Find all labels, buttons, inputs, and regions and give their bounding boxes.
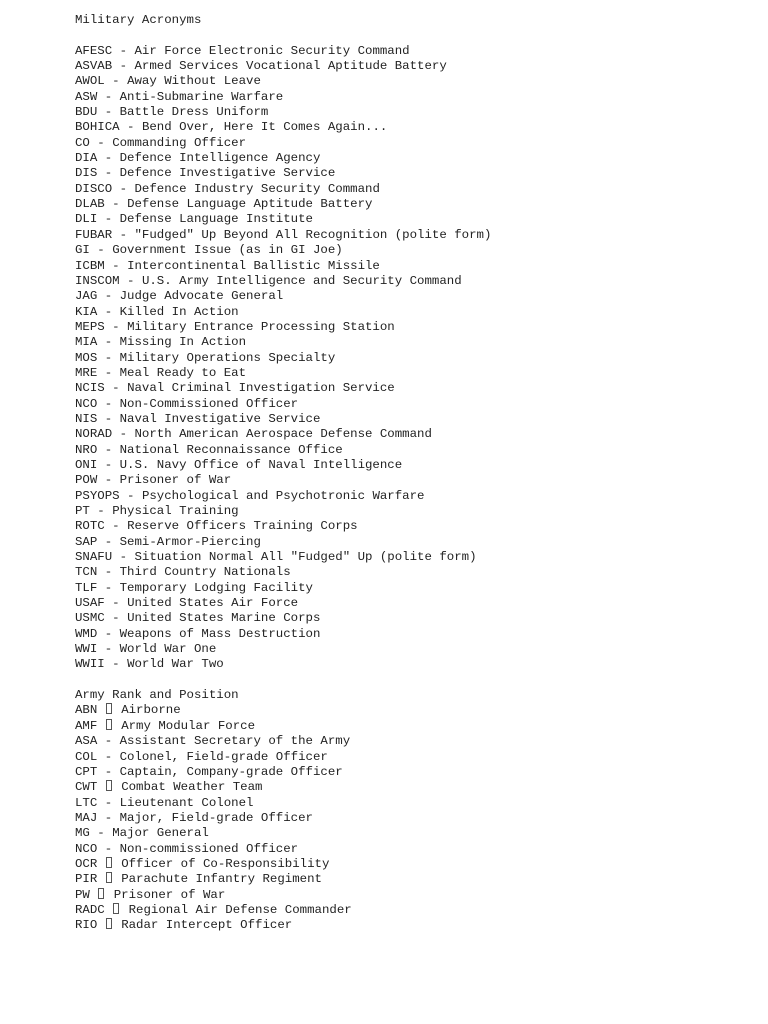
acronym-abbr: AWOL xyxy=(75,74,105,89)
acronym-definition: Naval Investigative Service xyxy=(119,411,321,426)
acronym-definition: World War One xyxy=(119,642,217,657)
list-item xyxy=(75,212,755,227)
acronym-separator: - xyxy=(97,749,120,764)
list-item xyxy=(75,489,755,504)
acronym-separator: - xyxy=(104,657,128,672)
list-item xyxy=(75,259,755,274)
list-item xyxy=(75,796,755,811)
acronym-abbr: SAP xyxy=(75,534,98,549)
acronym-definition: Officer of Co-Responsibility xyxy=(121,856,330,871)
acronym-separator: - xyxy=(97,350,120,365)
acronym-abbr: PIR xyxy=(75,872,98,887)
acronym-definition: Colonel, Field-grade Officer xyxy=(119,749,328,764)
list-item xyxy=(75,397,755,412)
acronym-separator: - xyxy=(89,504,113,518)
acronym-abbr: INSCOM xyxy=(75,273,120,288)
acronym-definition: Regional Air Defense Commander xyxy=(128,902,352,917)
acronym-definition: Psychological and Psychotronic Warfare xyxy=(141,488,425,503)
list-item xyxy=(75,872,755,887)
acronym-separator: - xyxy=(97,580,120,595)
acronym-abbr: DLAB xyxy=(75,197,105,212)
missing-glyph-icon xyxy=(106,719,112,730)
rank-list xyxy=(75,703,755,933)
acronym-abbr: MAJ xyxy=(75,810,98,825)
spacer xyxy=(75,673,755,688)
list-item xyxy=(75,734,755,749)
list-item xyxy=(75,182,755,197)
list-item xyxy=(75,565,755,580)
list-item xyxy=(75,504,755,519)
missing-glyph-icon xyxy=(113,903,119,914)
acronym-abbr: CWT xyxy=(75,780,98,795)
missing-glyph-icon xyxy=(106,780,112,791)
acronym-definition: Radar Intercept Officer xyxy=(121,918,293,933)
list-item xyxy=(75,657,755,672)
acronym-definition: Away Without Leave xyxy=(127,74,261,89)
list-item xyxy=(75,811,755,826)
acronym-definition: Major, Field-grade Officer xyxy=(119,810,313,825)
acronym-abbr: NORAD xyxy=(75,427,113,442)
list-item xyxy=(75,458,755,473)
acronym-definition: Commanding Officer xyxy=(112,135,247,150)
acronym-abbr: OCR xyxy=(75,856,98,871)
missing-glyph-icon xyxy=(106,857,112,868)
list-item xyxy=(75,750,755,765)
list-item xyxy=(75,120,755,135)
acronym-definition: Weapons of Mass Destruction xyxy=(119,626,321,641)
acronym-separator: - xyxy=(97,534,120,549)
list-item xyxy=(75,274,755,289)
acronym-abbr: DISCO xyxy=(75,181,113,196)
list-item xyxy=(75,780,755,795)
list-item xyxy=(75,151,755,166)
acronym-separator: - xyxy=(112,427,135,442)
acronym-separator: - xyxy=(97,473,120,488)
list-item xyxy=(75,427,755,442)
acronym-definition: U.S. Navy Office of Naval Intelligence xyxy=(119,457,403,472)
list-item xyxy=(75,703,755,718)
acronym-definition: "Fudged" Up Beyond All Recognition (polite form) xyxy=(134,227,492,242)
acronym-separator: - xyxy=(112,550,135,565)
acronym-definition: Defence Investigative Service xyxy=(119,166,336,181)
list-item xyxy=(75,320,755,335)
acronym-definition: Defence Intelligence Agency xyxy=(119,151,321,166)
acronym-definition: National Reconnaissance Office xyxy=(119,442,343,457)
acronym-definition: Meal Ready to Eat xyxy=(119,365,247,380)
acronym-definition: Army Modular Force xyxy=(121,718,256,733)
acronym-abbr: MEPS xyxy=(75,319,105,334)
acronym-abbr: GI xyxy=(75,243,90,258)
list-item xyxy=(75,903,755,918)
acronym-definition: Naval Criminal Investigation Service xyxy=(127,381,395,396)
acronym-separator: - xyxy=(97,396,120,411)
acronym-definition: Air Force Electronic Security Command xyxy=(134,43,410,58)
acronym-separator: - xyxy=(97,89,120,104)
acronym-abbr: PSYOPS xyxy=(75,488,120,503)
acronym-separator: - xyxy=(119,273,142,288)
list-item xyxy=(75,351,755,366)
acronym-definition: Prisoner of War xyxy=(119,473,232,488)
acronym-separator: - xyxy=(97,335,120,350)
acronym-separator: - xyxy=(97,565,120,580)
list-item xyxy=(75,611,755,626)
acronym-definition: Intercontinental Ballistic Missile xyxy=(127,258,380,273)
acronym-separator: - xyxy=(112,227,135,242)
acronym-abbr: USAF xyxy=(75,596,105,611)
acronym-abbr: DIA xyxy=(75,151,98,166)
acronym-definition: Third Country Nationals xyxy=(119,565,291,580)
acronym-abbr: WWI xyxy=(75,642,98,657)
acronym-abbr: LTC xyxy=(75,795,98,810)
acronym-separator: - xyxy=(97,795,120,810)
acronym-definition: Combat Weather Team xyxy=(121,780,263,795)
acronym-separator: - xyxy=(104,197,128,212)
acronym-definition: Defense Language Institute xyxy=(119,212,313,227)
acronym-abbr: NRO xyxy=(75,442,98,457)
acronym-separator: - xyxy=(104,611,128,626)
acronym-definition: Defence Industry Security Command xyxy=(134,181,380,196)
list-item xyxy=(75,596,755,611)
list-item xyxy=(75,136,755,151)
acronym-separator: - xyxy=(97,642,120,657)
acronym-separator: - xyxy=(97,626,120,641)
acronym-definition: U.S. Army Intelligence and Security Command xyxy=(141,273,462,288)
list-item xyxy=(75,642,755,657)
list-item xyxy=(75,473,755,488)
acronym-definition: Parachute Infantry Regiment xyxy=(121,872,322,887)
acronym-definition: Defense Language Aptitude Battery xyxy=(127,197,373,212)
acronym-abbr: MRE xyxy=(75,365,98,380)
acronym-abbr: MOS xyxy=(75,350,98,365)
acronym-separator: - xyxy=(89,135,113,150)
acronym-definition: Military Entrance Processing Station xyxy=(127,319,395,334)
list-item xyxy=(75,74,755,89)
acronym-separator: - xyxy=(97,841,120,856)
acronym-abbr: CPT xyxy=(75,764,98,779)
acronym-abbr: AMF xyxy=(75,718,98,733)
section-title: Army Rank and Position xyxy=(75,688,239,703)
acronym-abbr: AFESC xyxy=(75,43,113,58)
acronym-separator: - xyxy=(97,289,120,304)
list-item xyxy=(75,335,755,350)
acronym-abbr: TLF xyxy=(75,580,98,595)
acronym-abbr: PT xyxy=(75,504,90,518)
acronym-separator: - xyxy=(97,411,120,426)
acronym-abbr: BDU xyxy=(75,105,98,120)
missing-glyph-icon xyxy=(106,703,112,714)
acronym-abbr: ASA xyxy=(75,734,98,749)
acronym-separator: - xyxy=(104,258,128,273)
acronym-separator: - xyxy=(112,181,135,196)
list-item xyxy=(75,888,755,903)
list-item xyxy=(75,519,755,534)
list-item xyxy=(75,166,755,181)
acronym-separator: - xyxy=(97,442,120,457)
acronym-definition: Captain, Company-grade Officer xyxy=(119,764,343,779)
acronym-abbr: CO xyxy=(75,135,90,150)
acronym-definition: Reserve Officers Training Corps xyxy=(127,519,358,534)
spacer xyxy=(75,28,755,43)
acronym-definition: Lieutenant Colonel xyxy=(119,795,254,810)
document-page xyxy=(75,13,755,934)
acronym-definition: Government Issue (as in GI Joe) xyxy=(112,243,343,258)
acronym-abbr: ASVAB xyxy=(75,59,113,74)
acronym-separator: - xyxy=(104,319,128,334)
list-item xyxy=(75,550,755,565)
missing-glyph-icon xyxy=(106,872,112,883)
acronym-definition: Physical Training xyxy=(112,504,239,518)
acronym-definition: Non-commissioned Officer xyxy=(119,841,299,856)
acronym-definition: North American Aerospace Defense Command xyxy=(134,427,432,442)
acronym-definition: Airborne xyxy=(121,703,181,718)
acronym-definition: Missing In Action xyxy=(119,335,247,350)
acronym-definition: Assistant Secretary of the Army xyxy=(119,734,351,749)
list-item xyxy=(75,243,755,258)
acronym-abbr: JAG xyxy=(75,289,98,304)
acronym-abbr: NIS xyxy=(75,411,98,426)
acronym-definition: United States Marine Corps xyxy=(127,611,321,626)
acronym-separator: - xyxy=(112,59,135,74)
acronym-definition: Semi-Armor-Piercing xyxy=(119,534,261,549)
acronym-definition: Armed Services Vocational Aptitude Battery xyxy=(134,59,447,74)
list-item xyxy=(75,535,755,550)
acronym-abbr: DLI xyxy=(75,212,98,227)
acronym-separator: - xyxy=(112,43,135,58)
acronym-abbr: RADC xyxy=(75,902,105,917)
acronym-abbr: COL xyxy=(75,749,98,764)
acronym-separator: - xyxy=(104,74,128,89)
acronym-abbr: NCIS xyxy=(75,381,105,396)
acronym-abbr: WMD xyxy=(75,626,98,641)
acronym-abbr: POW xyxy=(75,473,98,488)
acronym-separator: - xyxy=(97,151,120,166)
acronym-separator: - xyxy=(97,105,120,120)
acronym-separator: - xyxy=(89,243,113,258)
acronym-abbr: DIS xyxy=(75,166,98,181)
list-item xyxy=(75,719,755,734)
acronym-abbr: WWII xyxy=(75,657,105,672)
acronym-separator: - xyxy=(97,734,120,749)
list-item xyxy=(75,289,755,304)
list-item xyxy=(75,228,755,243)
acronym-separator: - xyxy=(119,488,142,503)
acronym-abbr: FUBAR xyxy=(75,227,113,242)
acronym-definition: World War Two xyxy=(127,657,224,672)
list-item xyxy=(75,381,755,396)
acronym-definition: Military Operations Specialty xyxy=(119,350,336,365)
acronym-abbr: NCO xyxy=(75,841,98,856)
acronym-separator: - xyxy=(97,166,120,181)
acronym-separator: - xyxy=(104,381,128,396)
acronym-separator: - xyxy=(97,810,120,825)
acronym-separator: - xyxy=(89,826,113,841)
list-item xyxy=(75,918,755,933)
acronym-separator: - xyxy=(97,457,120,472)
acronym-abbr: PW xyxy=(75,887,90,902)
list-item xyxy=(75,305,755,320)
acronym-abbr: ONI xyxy=(75,457,98,472)
acronym-definition: Non-Commissioned Officer xyxy=(119,396,299,411)
acronym-definition: Judge Advocate General xyxy=(119,289,284,304)
list-item xyxy=(75,627,755,642)
acronym-separator: - xyxy=(97,764,120,779)
acronym-definition: Situation Normal All "Fudged" Up (polite form) xyxy=(134,550,477,565)
list-item xyxy=(75,197,755,212)
acronym-separator: - xyxy=(104,596,128,611)
document-title: Military Acronyms xyxy=(75,13,202,27)
list-item xyxy=(75,765,755,780)
acronym-abbr: NCO xyxy=(75,396,98,411)
missing-glyph-icon xyxy=(106,918,112,929)
list-item xyxy=(75,366,755,381)
acronym-definition: Bend Over, Here It Comes Again... xyxy=(141,120,388,135)
acronym-abbr: RIO xyxy=(75,918,98,933)
acronym-abbr: MIA xyxy=(75,335,98,350)
acronym-abbr: KIA xyxy=(75,304,98,319)
acronym-abbr: ASW xyxy=(75,89,98,104)
acronym-abbr: USMC xyxy=(75,611,105,626)
acronym-separator: - xyxy=(97,212,120,227)
acronym-separator: - xyxy=(97,365,120,380)
missing-glyph-icon xyxy=(98,888,104,899)
acronym-definition: Temporary Lodging Facility xyxy=(119,580,313,595)
acronym-abbr: MG xyxy=(75,826,90,841)
list-item xyxy=(75,105,755,120)
acronym-abbr: SNAFU xyxy=(75,550,113,565)
list-item xyxy=(75,443,755,458)
list-item xyxy=(75,90,755,105)
acronym-definition: United States Air Force xyxy=(127,596,299,611)
acronym-list xyxy=(75,44,755,673)
acronym-abbr: ROTC xyxy=(75,519,105,534)
acronym-abbr: ICBM xyxy=(75,258,105,273)
acronym-abbr: TCN xyxy=(75,565,98,580)
list-item xyxy=(75,412,755,427)
list-item xyxy=(75,581,755,596)
list-item xyxy=(75,44,755,59)
list-item xyxy=(75,842,755,857)
acronym-definition: Prisoner of War xyxy=(113,887,226,902)
acronym-definition: Major General xyxy=(112,826,209,841)
acronym-definition: Anti-Submarine Warfare xyxy=(119,89,284,104)
list-item xyxy=(75,857,755,872)
list-item xyxy=(75,826,755,841)
acronym-abbr: BOHICA xyxy=(75,120,120,135)
acronym-abbr: ABN xyxy=(75,703,98,718)
list-item xyxy=(75,59,755,74)
acronym-separator: - xyxy=(104,519,128,534)
acronym-definition: Killed In Action xyxy=(119,304,239,319)
acronym-separator: - xyxy=(97,304,120,319)
acronym-definition: Battle Dress Uniform xyxy=(119,105,269,120)
acronym-separator: - xyxy=(119,120,142,135)
